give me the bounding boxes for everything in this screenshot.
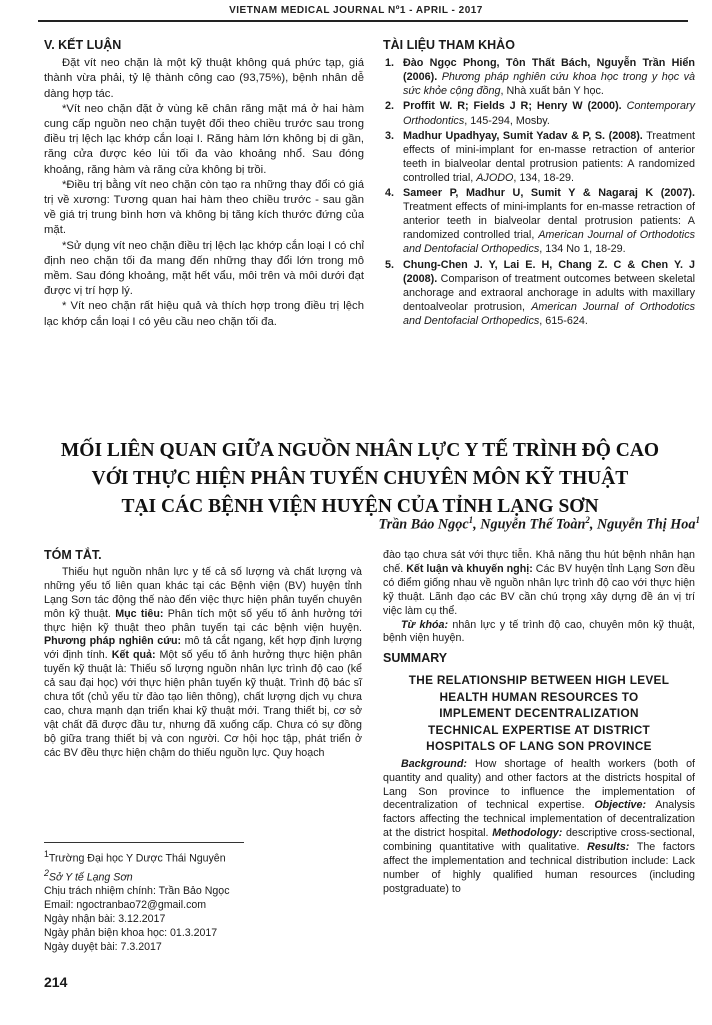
article-title-line: VỚI THỰC HIỆN PHÂN TUYẾN CHUYÊN MÔN KỸ THUẬT <box>91 468 629 489</box>
conclusion-heading: V. KẾT LUẬN <box>44 38 122 52</box>
author-name: Trần Bảo Ngọc <box>378 516 469 533</box>
reference-list <box>383 56 695 328</box>
conclusion-paragraph: *Vít neo chặn đặt ở vùng kẽ chân răng mặt má ở hai hàm cung cấp nguồn neo chặn tuyệt đối theo chiều trước sau trong điều trị lệch lạc khớp cắn loại I. Răng hàm lớn không bị di gần, răng cửa được kéo lùi tối đa vào khoảng nhổ. Sau đóng khoảng, răng hàm và răng cửa không bị trồi. <box>44 102 364 176</box>
author-name: Nguyễn Thị Hoa <box>596 516 696 533</box>
summary-body: Background: How shortage of health workers (both of quantity and quality) and other factors at the districts hospital of Lang Son province to influence the implementation of decentralization of technical expertise. Objective: Analysis factors affecting the technical implementation of decentralization at the district hospital. Methodology: descriptive cross-sectional, combining quantitative with qualitative. Results: The factors affect the implementation and technical distribution include: Lack number of highly qualified human resources (including postgraduate) to <box>383 757 695 895</box>
email-line: Email: ngoctranbao72@gmail.com <box>44 899 207 912</box>
footnote-rule <box>44 842 244 843</box>
reference-item: 4. Sameer P, Madhur U, Sumit Y & Nagaraj K (2007). Treatment effects of mini-implants for en-masse retraction of anterior teeth in bialveolar dental protrusion patients: A randomized controlled trial, American Journal of Orthodotics and Dentofacial Orthopedics, 134 No 1, 18-29. <box>385 187 695 256</box>
reference-item: 3. Madhur Upadhyay, Sumit Yadav & P, S. (2008). Treatment effects of mini-implant for en-masse retraction of anterior teeth in bialveolar dental protrusion patients: A randomized controlled trial, AJODO, 134, 18-29. <box>385 129 695 184</box>
keywords: Từ khóa: nhân lực y tế trình độ cao, chuyên môn kỹ thuật, bệnh viện huyện. <box>383 618 695 645</box>
conclusion-paragraph: *Điều trị bằng vít neo chặn còn tạo ra những thay đổi có giá trị về xương: Tương quan hai hàm theo chiều trước - sau gần về giá trị trung bình hơn và không bị tăng kích thước đứng của mặt. <box>44 178 364 237</box>
page-number: 214 <box>44 974 68 990</box>
conclusion-paragraph: Đặt vít neo chặn là một kỹ thuật không quá phức tạp, giá thành vừa phải, tỷ lệ thành công cao (93,75%), bệnh nhân dễ dàng hợp tác. <box>44 57 364 100</box>
footnotes <box>44 842 344 954</box>
article-title <box>40 437 680 521</box>
references-heading: TÀI LIỆU THAM KHẢO <box>383 38 515 52</box>
article-authors: Trần Bảo Ngọc$^1$, Nguyễn Thế Toàn$^2$, Nguyễn Thị Hoa$^1$ <box>378 515 700 533</box>
summary-heading: SUMMARY <box>383 651 448 666</box>
header-rule <box>38 20 688 22</box>
received-date: Ngày nhận bài: 3.12.2017 <box>44 913 166 926</box>
journal-header: VIETNAM MEDICAL JOURNAL Nº1 - APRIL - 2017 <box>229 5 483 16</box>
abstract-heading: TÓM TẮT. <box>44 548 102 562</box>
reference-item: 2. Proffit W. R; Fields J R; Henry W (2000). Contemporary Orthodontics, 145-294, Mosby. <box>385 100 696 127</box>
abstract-body-cont: đào tạo chưa sát với thực tiễn. Khả năng thu hút bệnh nhân hạn chế. Kết luận và khuyến nghị: Các BV huyện tỉnh Lạng Sơn đều có điểm giống nhau về nguồn nhân lực trình độ cao với thực hiện kỹ thuật. Lãnh đạo các BV cần chú trọng xây dựng đề án vị trí việc làm cụ thể. <box>383 549 695 617</box>
abstract-continuation <box>383 549 695 897</box>
abstract-vi <box>44 549 362 761</box>
reference-item: 1. Đào Ngọc Phong, Tôn Thất Bách, Nguyễn Trần Hiển (2006). Phương pháp nghiên cứu khoa học trong y học và sức khỏe cộng đồng, Nhà xuất bản Y học. <box>385 57 696 98</box>
affiliation: $^2$Sở Y tế Lạng Sơn <box>44 867 133 884</box>
affiliation: $^1$Trường Đại học Y Dược Thái Nguyên <box>44 849 226 865</box>
review-date: Ngày phản biện khoa học: 01.3.2017 <box>44 927 218 940</box>
reference-item: 5. Chung-Chen J. Y, Lai E. H, Chang Z. C & Chen Y. J (2008). Comparison of treatment outcomes between skeletal anchorage and extraoral anchorage in adults with maxillary dentoalveolar protrusion, American Journal of Orthodotics and Dentofacial Orthopedics, 615-624. <box>385 258 695 327</box>
references-section <box>383 38 695 329</box>
author-name: Nguyễn Thế Toàn <box>480 516 586 533</box>
conclusion-paragraph: *Sử dụng vít neo chặn điều trị lệch lạc khớp cắn loại I có chỉ định neo chặn tối đa mang đến những thay đổi lớn trong mô mềm. Sau đóng khoảng, mặt hết vẩu, môi trên và môi dưới đạt được vị trí hợp lý. <box>44 239 364 298</box>
conclusion-section <box>44 38 364 330</box>
article-title-line: TẠI CÁC BỆNH VIỆN HUYỆN CỦA TỈNH LẠNG SƠN <box>121 496 599 517</box>
article-title-line: MỐI LIÊN QUAN GIỮA NGUỒN NHÂN LỰC Y TẾ TRÌNH ĐỘ CAO <box>60 440 660 461</box>
conclusion-paragraph: * Vít neo chặn rất hiệu quả và thích hợp trong điều trị lệch lạc khớp cắn loại I có yêu cầu neo chặn tối đa. <box>44 300 364 328</box>
contact-line: Chịu trách nhiệm chính: Trần Bảo Ngọc <box>44 885 230 898</box>
approval-date: Ngày duyệt bài: 7.3.2017 <box>44 941 162 954</box>
abstract-body: Thiếu hụt nguồn nhân lực y tế cả số lượng và chất lượng và những yếu tố liên quan khác tại các Bệnh viện (BV) huyện tỉnh Lạng Sơn tác động thế nào đến việc thực hiện phân tuyến chuyên môn kỹ thuật. Mục tiêu: Phân tích một số yếu tố ảnh hưởng tới thực hiện kỹ thuật theo phân tuyến tại các bệnh viện huyện. Phương pháp nghiên cứu: mô tả cắt ngang, kết hợp định lượng với định tính. Kết quả: Một số yếu tố ảnh hưởng thực hiện phân tuyến kỹ thuật là: Thiếu số lượng nguồn nhân lực trình độ cao (kể cả sau đại học) với thực hiện phân tuyến kỹ thuật. Trình độ bác sĩ chưa tốt (chủ yếu từ đào tạo liên thông), chất lượng dịch vụ chưa cao, chưa mạnh dạn triển khai kỹ thuật mới. Trang thiết bị, cơ sở vật chất đã được đầu tư, nhưng đã xuống cấp. Chưa có sự đồng bộ giữa trang thiết bị và con người. Cơ hội học tập, phát triển ở các BV đều thực hiện chậm do thiếu nguồn lực. Quy hoạch <box>44 565 362 759</box>
summary-title: THE RELATIONSHIP BETWEEN HIGH LEVEL HEALTH HUMAN RESOURCES TO IMPLEMENT DECENTRALIZATION TECHNICAL EXPERTISE AT DISTRICT HOSPITALS OF LANG SON PROVINCE <box>408 673 670 754</box>
